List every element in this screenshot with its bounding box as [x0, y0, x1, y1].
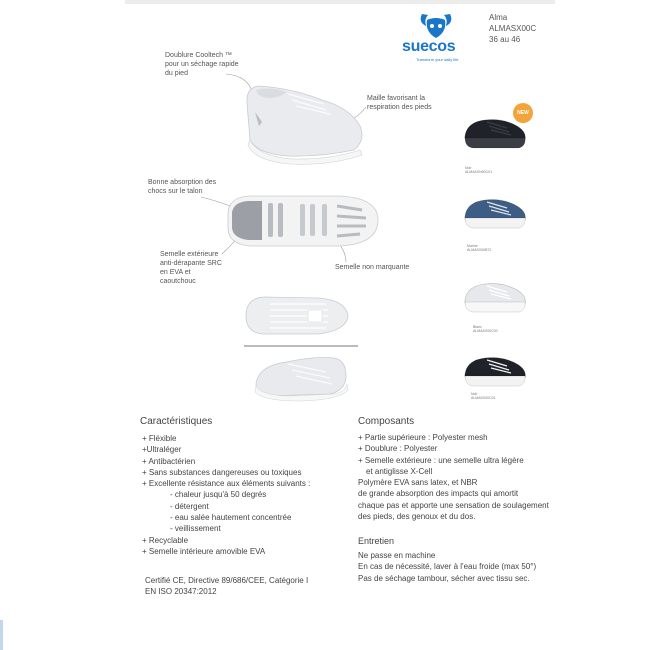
variant-list: [455, 108, 535, 408]
variant-shoe-image: [459, 272, 531, 320]
care-item: Ne passe en machine: [358, 551, 436, 560]
callout-outsole: Semelle extérieure anti-dérapante SRC en EVA et caoutchouc: [160, 251, 222, 285]
certification-line: Certifié CE, Directive 89/686/CEE, Catégorie I: [145, 576, 309, 585]
component-item: des pieds, des genoux et du dos.: [358, 512, 476, 522]
brand-tagline: Transform your daily life: [416, 57, 459, 62]
leader-line-lining: [226, 74, 252, 92]
component-item: et antiglisse X-Cell: [366, 466, 433, 476]
shoe-front-side-view: [255, 358, 348, 402]
characteristics-list: [142, 433, 310, 557]
variant-color-name: Marine: [467, 244, 478, 248]
certification: [145, 575, 308, 597]
characteristic-subitem: - détergent: [170, 501, 209, 511]
component-item: de grande absorption des impacts qui amortit: [358, 489, 519, 499]
new-badge-label: NEW: [517, 110, 529, 116]
variant-shoe-image: [459, 188, 531, 236]
care-item: En cas de nécessité, laver à l'eau froide (max 50°): [358, 562, 537, 572]
product-model: Alma: [489, 13, 508, 22]
characteristic-item: + Fléxible: [142, 434, 177, 443]
callout-absorption: Bonne absorption des chocs sur le talon: [148, 179, 217, 195]
component-item: + Partie supérieure : Polyester mesh: [358, 433, 488, 442]
characteristic-item: + Semelle intérieure amovible EVA: [142, 546, 266, 556]
characteristic-subitem: - eau salée hautement concentrée: [170, 513, 292, 523]
left-edge-strip: [0, 620, 3, 650]
callout-lining: Doublure Cooltech ™ pour un séchage rapide du pied: [165, 52, 239, 77]
leader-line-absorption: [201, 197, 230, 206]
variant-color-name: Blanc: [473, 325, 482, 329]
care-list: [358, 550, 536, 584]
components-title: Composants: [358, 416, 415, 427]
characteristics-title: Caractéristiques: [140, 416, 213, 427]
shoe-top-view: [246, 297, 348, 334]
characteristic-item: + Sans substances dangereuses ou toxiques: [142, 467, 302, 477]
variant-color-name: Noir: [465, 166, 472, 170]
care-title: Entretien: [358, 536, 395, 546]
component-item: chaque pas et apporte une sensation de soulagement: [358, 500, 549, 510]
brand-name: suecos: [402, 38, 456, 55]
component-item: + Semelle extérieure : une semelle ultra légère: [358, 455, 524, 465]
variant-ref: ALMASX00B72: [467, 248, 492, 252]
product-reference: ALMASX00C: [489, 24, 537, 33]
variant-item: [455, 108, 535, 176]
variant-ref: ALMASXN00C01: [465, 170, 493, 174]
components-list: [358, 432, 549, 522]
characteristic-item: + Excellente résistance aux éléments suivants :: [142, 479, 311, 489]
variant-ref: ALMASX00C00: [473, 329, 498, 333]
component-item: Polymère EVA sans latex, et NBR: [358, 478, 478, 488]
characteristic-item: + Antibactérien: [142, 456, 196, 466]
variant-color-name: Noir: [471, 392, 478, 396]
characteristic-subitem: - veillissement: [170, 524, 221, 534]
component-item: + Doublure : Polyester: [358, 444, 438, 454]
variant-ref: ALMASX00C01: [471, 396, 496, 400]
product-sizes: 36 au 46: [489, 35, 521, 44]
variant-shoe-image: [459, 346, 531, 394]
variant-item: [455, 346, 535, 414]
characteristic-item: + Recyclable: [142, 535, 189, 545]
variant-item: [455, 272, 535, 340]
shoe-side-view: [247, 86, 362, 164]
characteristic-item: +Ultraléger: [142, 445, 182, 455]
callout-non-marking: Semelle non marquante: [335, 264, 410, 271]
callout-mesh: Maille favorisant la respiration des pieds: [367, 95, 432, 111]
care-item: Pas de séchage tambour, sécher avec tissu sec.: [358, 573, 530, 583]
characteristic-subitem: - chaleur jusqu'à 50 degrés: [170, 490, 267, 500]
certification-line: EN ISO 20347:2012: [145, 587, 217, 596]
variant-shoe-image: [459, 108, 531, 156]
variant-item: [455, 188, 535, 256]
shoe-sole-view: [228, 196, 378, 246]
